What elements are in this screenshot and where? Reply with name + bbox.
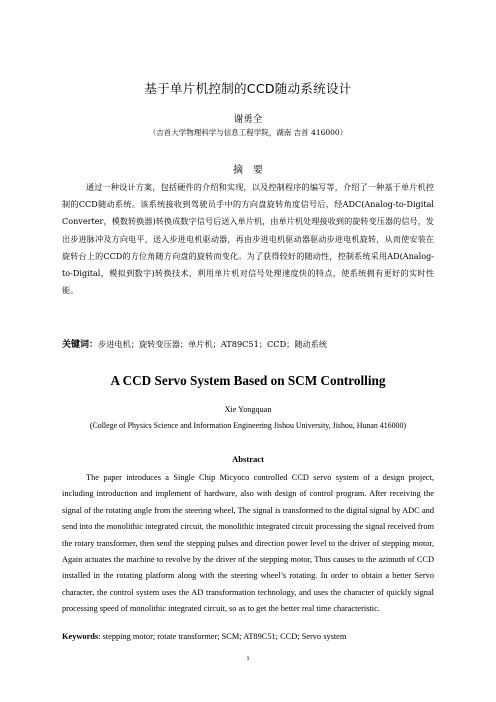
english-title: A CCD Servo System Based on SCM Controlling: [110, 373, 386, 388]
english-keywords-label: Keywords: [62, 632, 99, 641]
english-author: Xie Yongquan: [224, 405, 272, 414]
chinese-author: 谢勇全: [233, 114, 263, 125]
chinese-abstract: 通过一种设计方案，包括硬件的介绍和实现，以及控制程序的编写等，介绍了一种基于单片机控制的CCD随动系统。该系统接收到驾驶员手中的方向盘旋转角度信号后，经ADC(Analog-to-Digital Converter，模数转换器)转换成数字信号后送入单片机，由单片机处理接收到的旋转变压器的信号，发出步进脉冲及方向电平，送入步进电机驱动器，再由步进电机驱动器驱动步进电机旋转，从而使安装在旋转台上的CCD的方位角随方向盘的旋转而变化。为了获得较好的随动性，控制系统采用AD(Analog-to-Digital，模拟到数字)转换技术，利用单片机对信号处理速度快的特点，使系统拥有更好的实时性能。: [62, 182, 434, 296]
chinese-abstract-heading: 摘要: [233, 165, 273, 176]
chinese-keywords: [62, 337, 434, 350]
english-abstract: The paper introduces a Single Chip Micyoco controlled CCD servo system of a design project, including introduction and implement of hardware, also with design of control program. After receiving the signal of the rotating angle from the steering wheel, The signal is transformed to the digital signal by ADC and send into the monolithic integrated circuit, the monolithic integrated circuit processing the signal received from the rotary transformer, then send the stepping pulses and direction power level to the driver of stepping motor, Again actuates the machine to revolve by the driver of the stepping motor, Thus causes to the azimuth of CCD installed in the rotating platform along with the steering wheel’s rotating. In order to obtain a better Servo character, the control system uses the AD transformation technology, and uses the character of quickly signal processing speed of monolithic integrated circuit, so as to get the better real time characteristic.: [62, 473, 434, 614]
english-keywords: [62, 632, 434, 641]
english-keywords-text: : stepping motor; rotate transformer; SCM; AT89C51; CCD; Servo system: [98, 632, 347, 641]
chinese-affiliation: （吉首大学物理科学与信息工程学院，湖南 吉首 416000）: [148, 128, 348, 137]
page-number: 1: [246, 655, 250, 662]
english-abstract-heading: Abstract: [232, 454, 264, 464]
english-affiliation: (College of Physics Science and Information Engineering Jishou University, Jishou, Hunan 416000): [89, 421, 407, 430]
chinese-keywords-label: 关键词：: [62, 340, 99, 350]
chinese-title: 基于单片机控制的CCD随动系统设计: [144, 81, 352, 96]
chinese-keywords-text: 步进电机；旋转变压器；单片机；AT89C51；CCD；随动系统: [98, 339, 328, 349]
